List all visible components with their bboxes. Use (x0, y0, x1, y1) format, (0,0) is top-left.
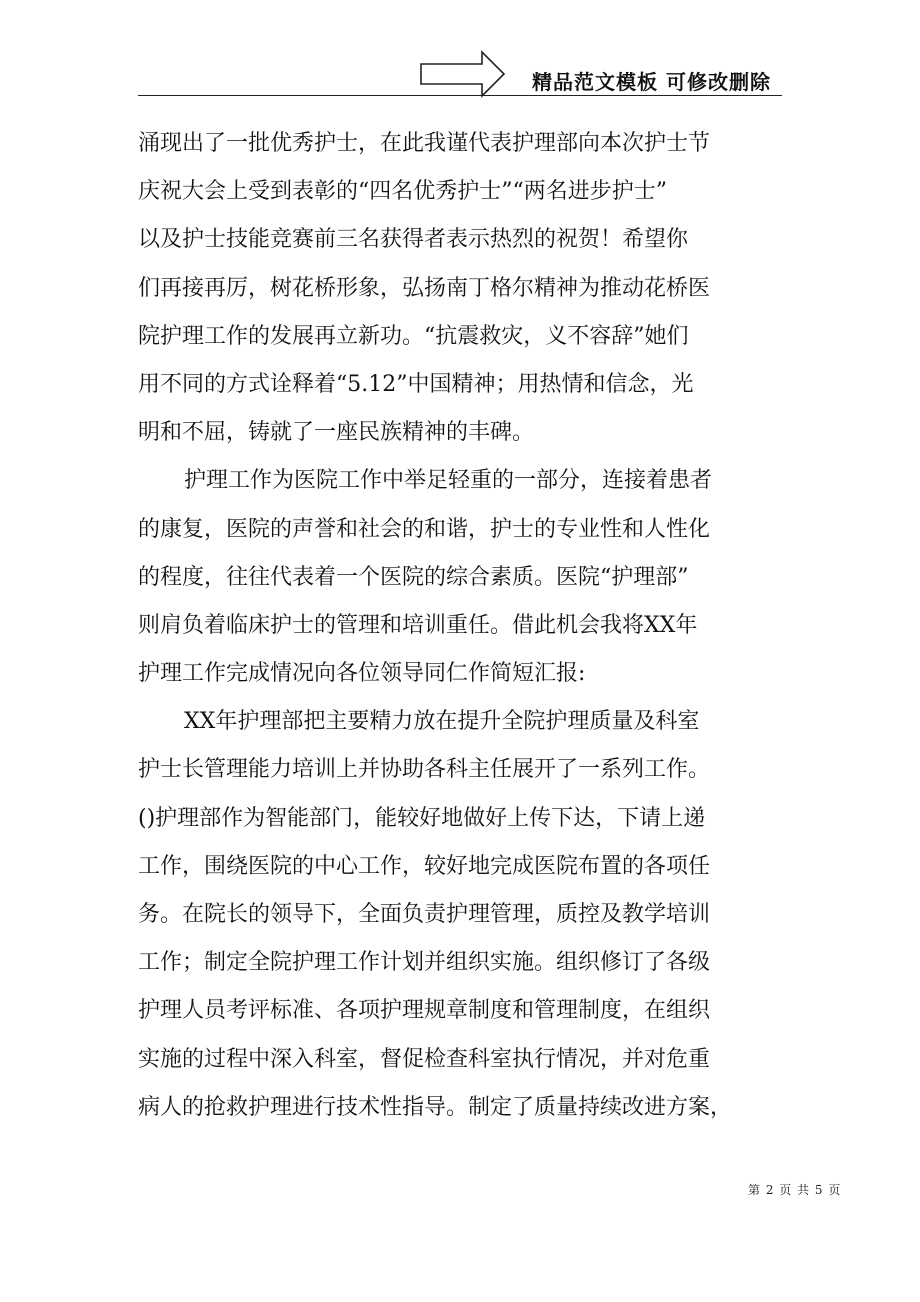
text-line: 的康复，医院的声誉和社会的和谐，护士的专业性和人性化 (138, 516, 711, 542)
text-line: 们再接再厉，树花桥形象，弘扬南丁格尔精神为推动花桥医 (138, 275, 711, 301)
text-line: 明和不屈，铸就了一座民族精神的丰碑。 (138, 420, 535, 446)
text-line: 务。在院长的领导下，全面负责护理管理，质控及教学培训 (138, 902, 711, 927)
text-line: ()护理部作为智能部门，能较好地做好上传下达，下请上递 (138, 805, 706, 831)
text-line: 庆祝大会上受到表彰的“四名优秀护士”“两名进步护士” (138, 179, 667, 205)
text-line: 的程度，往往代表着一个医院的综合素质。医院“护理部” (138, 564, 689, 590)
text-line: 用不同的方式诠释着“5.12”中国精神；用热情和信念，光 (138, 371, 694, 397)
text-line: 涌现出了一批优秀护士，在此我谨代表护理部向本次护士节 (138, 131, 711, 156)
page-number: 第 2 页 共 5 页 (748, 1183, 842, 1197)
text-line: 护理工作完成情况向各位领导同仁作简短汇报: (138, 661, 586, 687)
text-line: 病人的抢救护理进行技术性指导。制定了质量持续改进方案， (138, 1094, 733, 1120)
text-line: 工作，围绕医院的中心工作，较好地完成医院布置的各项任 (138, 853, 711, 879)
document-body (138, 120, 788, 1132)
header-title: 精品范文模板 可修改删除 (532, 70, 771, 94)
paragraph-start-line: 护理工作为医院工作中举足轻重的一部分，连接着患者 (184, 468, 713, 494)
text-line: 以及护士技能竞赛前三名获得者表示热烈的祝贺！希望你 (138, 227, 689, 253)
text-line: 院护理工作的发展再立新功。“抗震救灾，义不容辞”她们 (138, 323, 689, 349)
text-line: 护士长管理能力培训上并协助各科主任展开了一系列工作。 (138, 757, 711, 783)
header-divider (138, 95, 782, 96)
text-line: 则肩负着临床护士的管理和培训重任。借此机会我将XX年 (138, 612, 698, 638)
text-line: 工作；制定全院护理工作计划并组织实施。组织修订了各级 (138, 950, 711, 976)
paragraph-start-line: XX年护理部把主要精力放在提升全院护理质量及科室 (184, 709, 700, 735)
text-line: 实施的过程中深入科室，督促检查科室执行情况，并对危重 (138, 1046, 711, 1072)
text-line: 护理人员考评标准、各项护理规章制度和管理制度，在组织 (138, 998, 711, 1024)
right-arrow-icon (420, 50, 506, 98)
